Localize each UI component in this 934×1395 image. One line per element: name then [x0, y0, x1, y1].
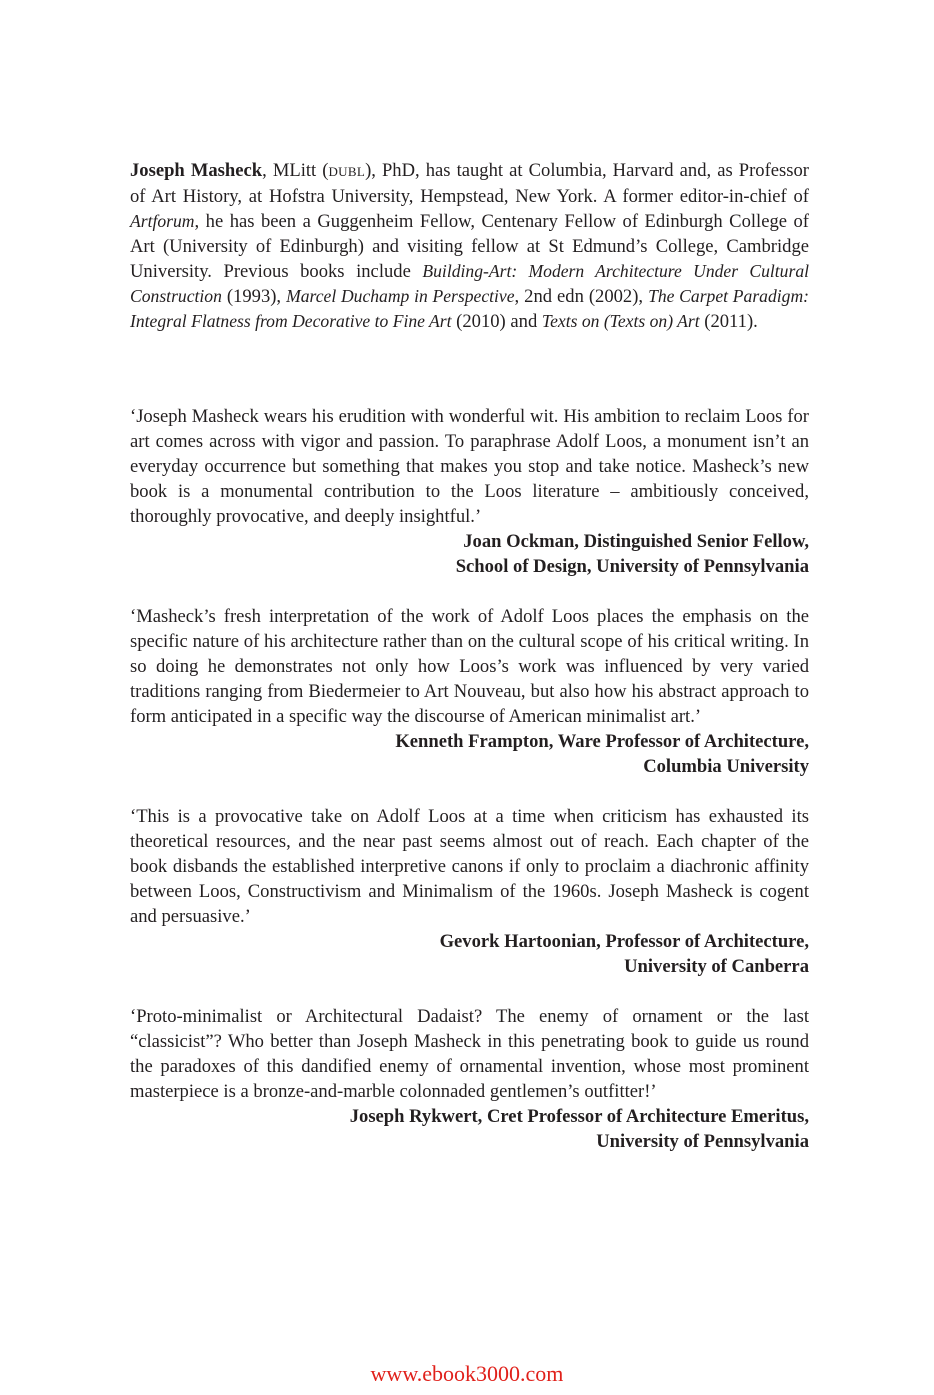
- endorsement: [130, 1004, 809, 1154]
- endorsement: [130, 404, 809, 579]
- book-title: Marcel Duchamp in Perspective: [286, 286, 515, 306]
- author-bio: Joseph Masheck, MLitt (DUBL), PhD, has taught at Columbia, Harvard and, as Professor of Art History, at Hofstra University, Hempstead, New York. A former editor-in-chief of Artforum, he has been a Guggenheim Fellow, Centenary Fellow of Edinburgh College of Art (University of Edinburgh) and visiting fellow at St Edmund’s College, Cambridge University. Previous books include Building-Art: Modern Architecture Under Cultural Construction (1993), Marcel Duchamp in Perspective, 2nd edn (2002), The Carpet Paradigm: Integral Flatness from Decorative to Fine Art (2010) and Texts on (Texts on) Art (2011).: [130, 160, 810, 332]
- page-content: [130, 158, 809, 1179]
- endorsement: [130, 804, 809, 979]
- endorsement-quote: ‘Joseph Masheck wears his erudition with wonderful wit. His ambition to reclaim Loos for art comes across with vigor and passion. To paraphrase Adolf Loos, a monument isn’t an everyday occurrence but something that makes you stop and take notice. Masheck’s new book is a monumental contribution to the Loos literature – ambitiously conceived, thoroughly provocative, and deeply insightful.’: [130, 406, 809, 527]
- endorsement-attribution: Joan Ockman, Distinguished Senior Fellow, School of Design, University of Pennsylvania: [455, 531, 809, 577]
- book-title: Building-Art: Modern Architecture Under Cultural Construction: [130, 261, 810, 306]
- author-name: Joseph Masheck: [130, 160, 263, 181]
- book-title: Texts on (Texts on) Art: [541, 311, 700, 331]
- endorsement-attribution: Gevork Hartoonian, Professor of Architecture, University of Canberra: [439, 931, 809, 977]
- endorsement: [130, 604, 809, 779]
- endorsement-quote: ‘Proto-minimalist or Architectural Dadaist? The enemy of ornament or the last “classicist”? Who better than Joseph Masheck in this penetrating book to guide us round the paradoxes of this dandified enemy of ornamental invention, whose most prominent masterpiece is a bronze-and-marble colonnaded gentlemen’s outfitter!’: [130, 1006, 809, 1102]
- book-title: The Carpet Paradigm: Integral Flatness from Decorative to Fine Art: [130, 286, 810, 331]
- degree-abbrev: DUBL: [328, 164, 366, 179]
- endorsement-quote: ‘Masheck’s fresh interpretation of the work of Adolf Loos places the emphasis on the specific nature of his architecture rather than on the cultural scope of his critical writing. In so doing he demonstrates not only how Loos’s work was influenced by very varied traditions ranging from Biedermeier to Art Nouveau, but also how his abstract approach to form anticipated in a specific way the discourse of American minimalist art.’: [130, 606, 809, 727]
- endorsement-quote: ‘This is a provocative take on Adolf Loos at a time when criticism has exhausted its theoretical resources, and the near past seems almost out of reach. Each chapter of the book disbands the established interpretive canons if only to proclaim a diachronic affinity between Loos, Constructivism and Minimalism of the 1960s. Joseph Masheck is cogent and persuasive.’: [130, 806, 809, 927]
- watermark-url: www.ebook3000.com: [370, 1361, 564, 1386]
- journal-title: Artforum: [130, 211, 195, 231]
- endorsement-attribution: Kenneth Frampton, Ware Professor of Architecture, Columbia University: [395, 731, 809, 777]
- endorsement-attribution: Joseph Rykwert, Cret Professor of Architecture Emeritus, University of Pennsylvania: [349, 1106, 809, 1152]
